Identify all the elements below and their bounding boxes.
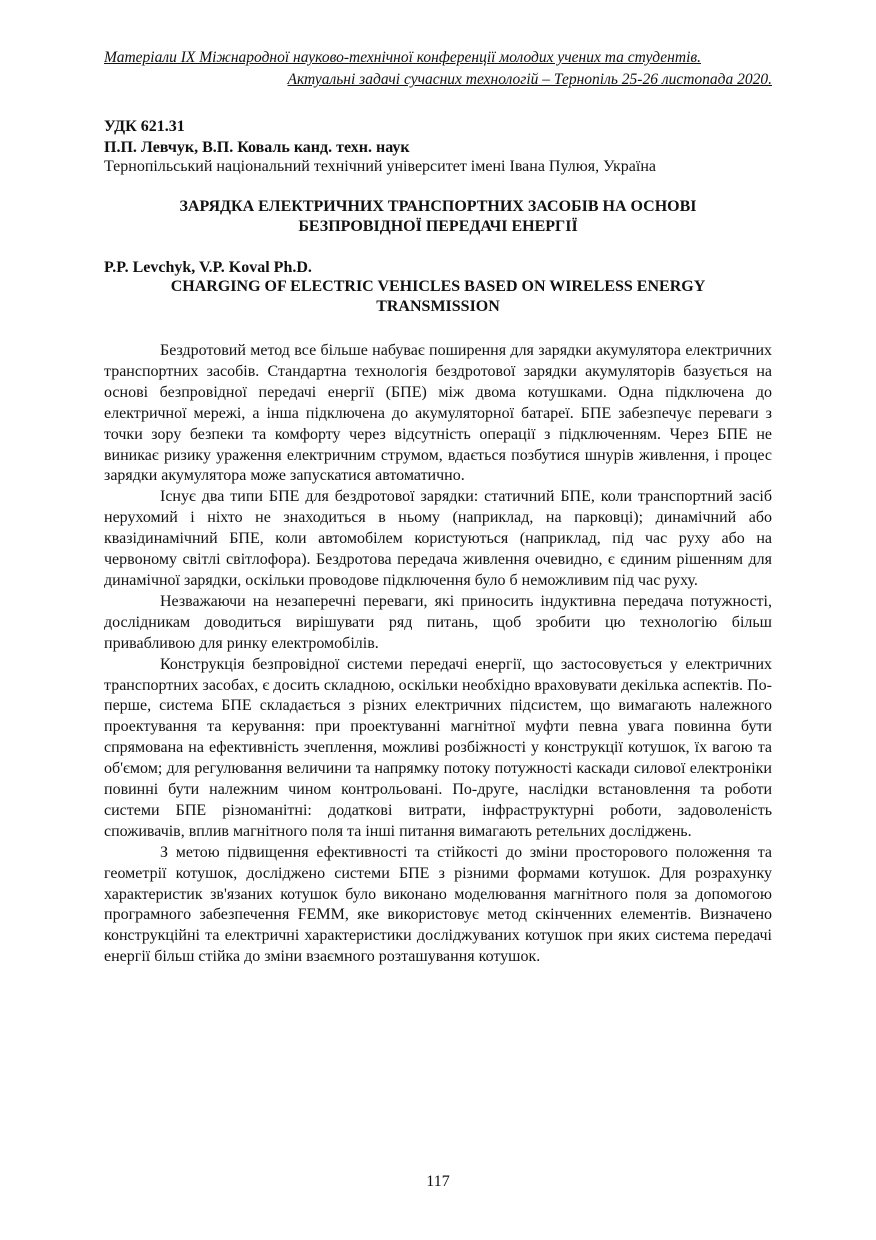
- title-en-line1: CHARGING OF ELECTRIC VEHICLES BASED ON WIRELESS ENERGY: [170, 278, 706, 295]
- title-ua: [104, 197, 772, 237]
- authors-ua: П.П. Левчук, В.П. Коваль канд. техн. наук: [104, 139, 410, 156]
- title-ua-line1: ЗАРЯДКА ЕЛЕКТРИЧНИХ ТРАНСПОРТНИХ ЗАСОБІВ НА ОСНОВІ: [179, 198, 697, 215]
- paragraph-2: Існує два типи БПЕ для бездротової зарядки: статичний БПЕ, коли транспортний засіб нерухомий і ніхто не знаходиться в ньому (наприклад, на парковці); динамічний або квазідинамічний БПЕ, коли автомобілем користуються (наприклад, під час руху або на червоному світлі світлофора). Бездротова передача живлення очевидно, є єдиним рішенням для динамічної зарядки, оскільки проводове підключення було б неможливим під час руху.: [104, 488, 772, 589]
- page-number: 117: [426, 1173, 450, 1190]
- udk-code: УДК 621.31: [104, 118, 185, 135]
- paragraph-3: Незважаючи на незаперечні переваги, які приносить індуктивна передача потужності, дослідникам доводиться вирішувати ряд питань, щоб зробити цю технологію більш привабливою для ринку електромобілів.: [104, 592, 772, 652]
- authors-en: P.P. Levchyk, V.P. Koval Ph.D.: [104, 259, 312, 276]
- paragraph-1: Бездротовий метод все більше набуває поширення для зарядки акумулятора електричних транспортних засобів. Стандартна технологія бездротової зарядки акумуляторів базується на основі безпровідної передачі енергії (БПЕ) між двома котушками. Одна підключена до електричної мережі, а інша підключена до акумуляторної батареї. БПЕ забезпечує переваги з точки зору безпеки та комфорту через відсутність операції з підключенням. Через БПЕ не виникає ризику ураження електричним струмом, вдається позбутися шнурів живлення, і процес зарядки акумулятора може запускатися автоматично.: [104, 342, 772, 485]
- article-body: [104, 341, 772, 968]
- paragraph-4: Конструкція безпровідної системи передачі енергії, що застосовується у електричних транспортних засобах, є досить складною, оскільки необхідно враховувати декілька аспектів. По-перше, система БПЕ складається з різних електричних підсистем, що вимагають належного проектування та керування: при проектуванні магнітної муфти певна увага повинна бути спрямована на ефективність зчеплення, можливі розбіжності у конструкції котушок, їх вагою та об'ємом; для регулювання величини та напрямку потоку потужності каскади силової електроніки повинні бути належним чином контрольовані. По-друге, наслідки встановлення та роботи системи БПЕ різноманітні: додаткові витрати, інфраструктурні роботи, задоволеність споживачів, вплив магнітного поля та інші питання вимагають ретельних досліджень.: [104, 655, 772, 840]
- title-en-line2: TRANSMISSION: [376, 298, 500, 315]
- running-header-conference-subtitle: Актуальні задачі сучасних технологій – Тернопіль 25-26 листопада 2020.: [287, 71, 772, 88]
- running-header-conference: Матеріали IX Міжнародної науково-технічної конференції молодих учених та студентів.: [104, 49, 701, 66]
- title-en: [104, 277, 772, 317]
- affiliation: Тернопільський національний технічний університет імені Івана Пулюя, Україна: [104, 158, 656, 175]
- title-ua-line2: БЕЗПРОВІДНОЇ ПЕРЕДАЧІ ЕНЕРГІЇ: [298, 218, 578, 235]
- paragraph-5: З метою підвищення ефективності та стійкості до зміни просторового положення та геометрії котушок, досліджено системи БПЕ з різними формами котушок. Для розрахунку характеристик зв'язаних котушок було виконано моделювання магнітного поля за допомогою програмного забезпечення FEMM, яке використовує метод скінченних елементів. Визначено конструкційні та електричні характеристики досліджуваних котушок при яких система передачі енергії більш стійка до зміни взаємного розташування котушок.: [104, 843, 772, 966]
